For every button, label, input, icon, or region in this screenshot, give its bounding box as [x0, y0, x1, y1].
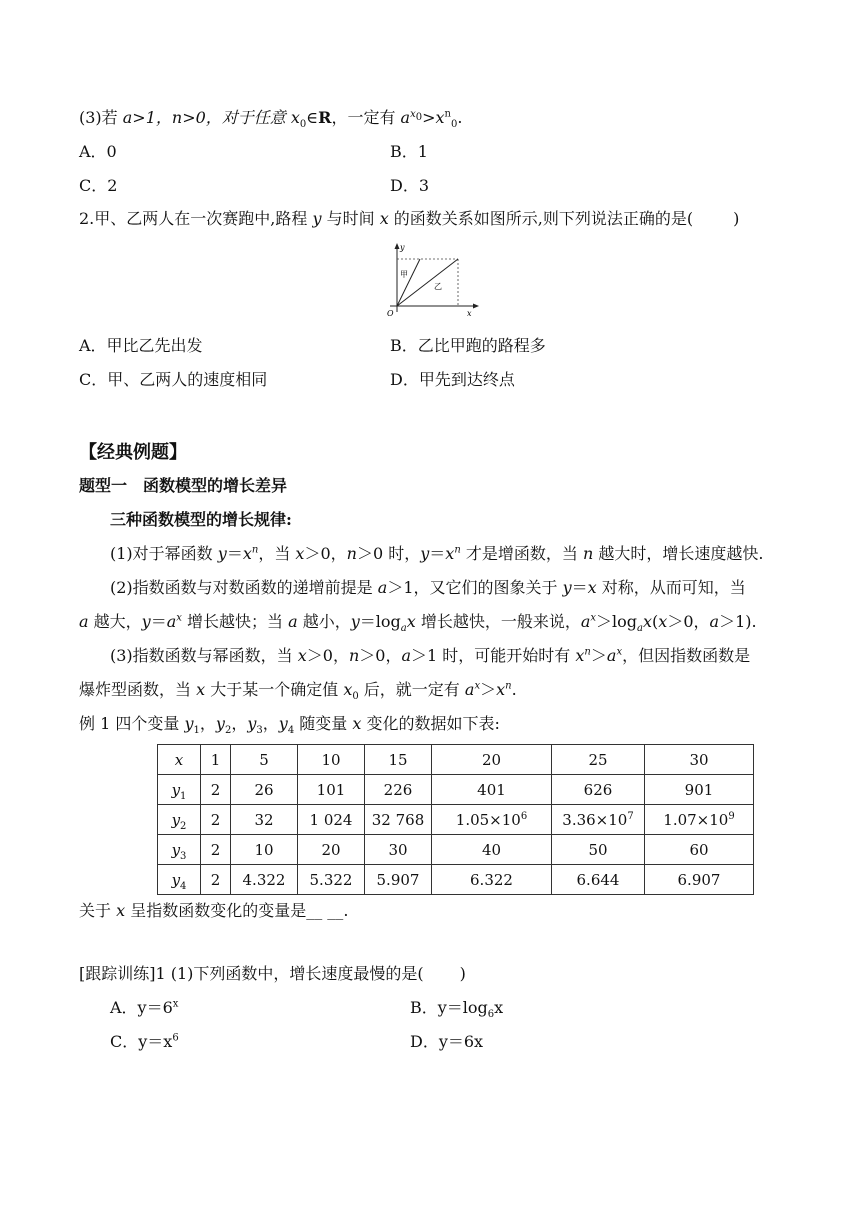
x-axis-arrow	[473, 304, 479, 309]
table-cell: 2	[201, 865, 231, 895]
table-cell: 20	[298, 835, 365, 865]
q2-statement: 2.甲、乙两人在一次赛跑中,路程 y 与时间 x 的函数关系如图所示,则下列说法正确的是( )	[79, 209, 740, 228]
row-label: $y_1$	[158, 775, 201, 805]
rule-2-line-1: (2)指数函数与对数函数的递增前提是 a＞1，又它们的图象关于 y＝x 对称，从而可知，当	[110, 578, 746, 597]
rules-title: 三种函数模型的增长规律:	[110, 510, 292, 529]
row-label: $y_3$	[158, 835, 201, 865]
jia-line	[397, 259, 420, 306]
table-header-cell: 30	[645, 745, 754, 775]
yi-label: 乙	[434, 282, 442, 291]
practice-title: [跟踪训练]1 (1)下列函数中，增长速度最慢的是( )	[79, 964, 466, 983]
practice-option-b: B．$y=\log_6x$	[410, 998, 504, 1021]
q1-option-d: D．3	[390, 176, 430, 195]
table-header-cell: 20	[432, 745, 552, 775]
table-row	[158, 835, 754, 865]
practice-option-a: A．$y=6^x$	[110, 998, 179, 1017]
yi-line	[397, 259, 458, 306]
table-cell: 4.322	[231, 865, 298, 895]
type1-title: 题型一 函数模型的增长差异	[79, 476, 288, 495]
origin-label: O	[387, 309, 394, 318]
table-cell: 5.322	[298, 865, 365, 895]
table-header-cell: x	[158, 745, 201, 775]
example-1-answer: 关于 x 呈指数函数变化的变量是__ __.	[79, 901, 349, 920]
table-cell: 32 768	[365, 805, 432, 835]
distance-time-figure	[378, 240, 488, 322]
y-axis-arrow	[395, 243, 400, 249]
rule-3-line-1: (3)指数函数与幂函数，当 x＞0，n＞0，a＞1 时，可能开始时有 $x^n>a^x$，但因指数函数是	[110, 646, 751, 665]
table-cell: 2	[201, 775, 231, 805]
table-cell: 6.322	[432, 865, 552, 895]
table-cell: 10	[231, 835, 298, 865]
practice-option-c: C．$y=x^6$	[110, 1032, 179, 1051]
table-header-cell: 1	[201, 745, 231, 775]
table-header-cell: 25	[552, 745, 645, 775]
table-cell: 26	[231, 775, 298, 805]
q1-option-c: C．2	[79, 176, 118, 195]
table-cell: $1.05\times 10^6$	[432, 805, 552, 835]
table-header-cell: 10	[298, 745, 365, 775]
q1-option-a: A．0	[79, 142, 117, 161]
jia-label: 甲	[400, 270, 408, 279]
table-cell: 2	[201, 835, 231, 865]
table-cell: 1 024	[298, 805, 365, 835]
section-title: 【经典例题】	[79, 442, 187, 463]
table-row	[158, 865, 754, 895]
y-axis-label: y	[400, 243, 405, 252]
table-cell: 40	[432, 835, 552, 865]
row-label: $y_4$	[158, 865, 201, 895]
q3-statement: (3)若 a>1，n>0，对于任意 $x_0\in R$，一定有 $a^{x_0}>x^n_0$.	[79, 108, 463, 131]
data-table	[157, 744, 754, 895]
table-cell: 30	[365, 835, 432, 865]
table-header-cell: 15	[365, 745, 432, 775]
row-label: $y_2$	[158, 805, 201, 835]
table-cell: 60	[645, 835, 754, 865]
answer-blank[interactable]: __ __	[306, 901, 344, 920]
q2-option-b: B．乙比甲跑的路程多	[390, 336, 546, 355]
x-axis-label: x	[467, 309, 472, 318]
rule-1: (1)对于幂函数 $y=x^n$，当 x＞0，n＞0 时，$y=x^n$ 才是增函数，当 n 越大时，增长速度越快.	[110, 544, 764, 563]
q1-option-b: B．1	[390, 142, 428, 161]
table-cell: 50	[552, 835, 645, 865]
table-row	[158, 805, 754, 835]
table-cell: 5.907	[365, 865, 432, 895]
table-cell: 901	[645, 775, 754, 805]
q2-option-c: C．甲、乙两人的速度相同	[79, 370, 268, 389]
table-cell: 101	[298, 775, 365, 805]
table-cell: 6.644	[552, 865, 645, 895]
practice-option-d: D．y＝6x	[410, 1032, 484, 1051]
table-cell: 626	[552, 775, 645, 805]
table-row	[158, 775, 754, 805]
table-cell: $1.07\times 10^9$	[645, 805, 754, 835]
table-cell: 32	[231, 805, 298, 835]
example-1: 例 1 四个变量 $y_1$，$y_2$，$y_3$，$y_4$ 随变量 x 变化的数据如下表:	[79, 714, 500, 737]
rule-2-line-2: a 越大，$y=a^x$ 增长越快；当 a 越小，$y=\log_ax$ 增长越快，一般来说，$a^x>\log_ax(x>0$，a＞1).	[79, 612, 757, 635]
table-header-cell: 5	[231, 745, 298, 775]
table-cell: 2	[201, 805, 231, 835]
rule-3-line-2: 爆炸型函数，当 x 大于某一个确定值 $x_0$ 后，就一定有 $a^x>x^n$.	[79, 680, 517, 703]
table-cell: 226	[365, 775, 432, 805]
q2-option-d: D．甲先到达终点	[390, 370, 515, 389]
table-row-header	[158, 745, 754, 775]
table-cell: 6.907	[645, 865, 754, 895]
q2-option-a: A．甲比乙先出发	[79, 336, 203, 355]
table-cell: $3.36\times 10^7$	[552, 805, 645, 835]
table-cell: 401	[432, 775, 552, 805]
